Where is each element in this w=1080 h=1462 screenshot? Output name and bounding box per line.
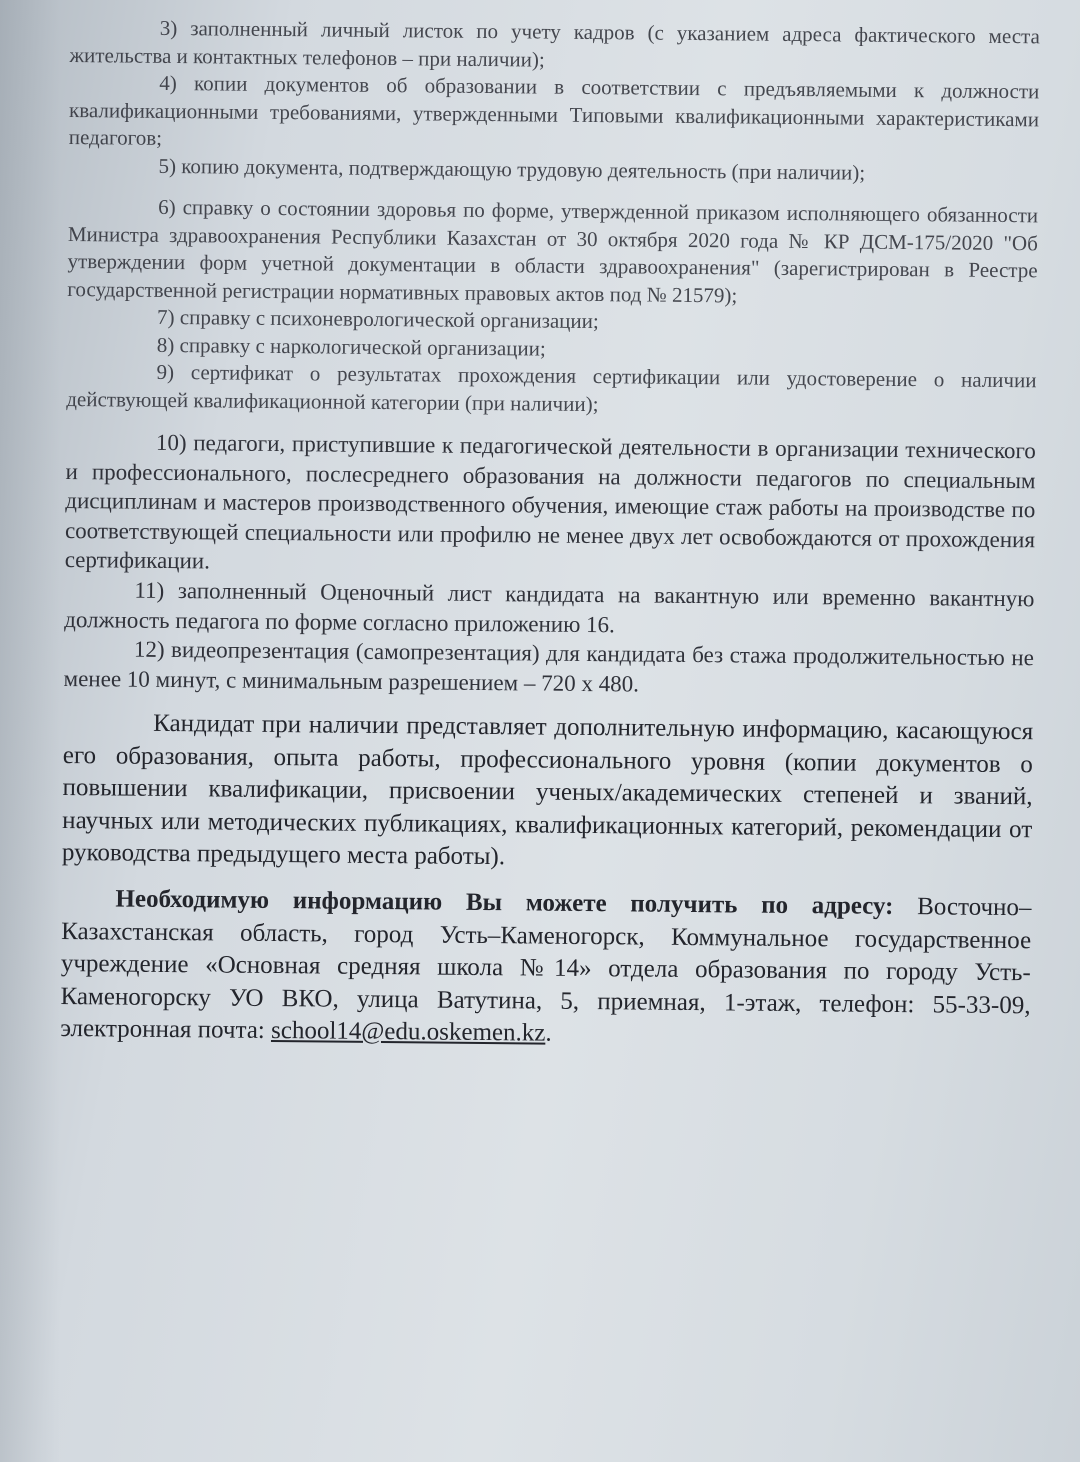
list-item-3: 3) заполненный личный листок по учету кадров (с указанием адреса фактического места жительства и контактных телефонов – при наличии); (69, 15, 1040, 72)
trailing-dot: . (545, 1019, 552, 1047)
document-page (60, 14, 1040, 1055)
candidate-paragraph: Кандидат при наличии представляет дополнительную информацию, касающуюся его образования, опыта работы, профессионального уровня (копии документов о повышении квалификации, присвоении ученых/академических степеней и званий, научных или методических публикациях, квалификационных категорий, рекомендации от руководства предыдущего места работы). (61, 710, 1034, 871)
list-item-10: 10) педагоги, приступившие к педагогической деятельности в организации технического и профессионального, послесреднего образования на должности педагогов по специальным дисциплинам и мастеров производственного обучения, имеющие стаж работы на производстве по соответствующей специальности или профилю не менее двух лет освобождаются от прохождения сертификации. (64, 429, 1036, 574)
list-item-4: 4) копии документов об образовании в соответствии с предъявляемыми к должности квалификационными требованиями, утвержденными Типовыми квалификационными характеристиками педагогов; (68, 70, 1040, 150)
list-item-5: 5) копию документа, подтверждающую трудовую деятельность (при наличии); (158, 153, 866, 185)
list-item-7: 7) справку с психоневрологической организации; (156, 304, 599, 334)
email-link[interactable]: school14@edu.oskemen.kz (270, 1016, 546, 1047)
list-item-12: 12) видеопрезентация (самопрезентация) для кандидата без стажа продолжительностью не менее 10 минут, с минимальным разрешением – 720 x 480. (63, 636, 1034, 697)
contact-block (60, 883, 1032, 1054)
list-item-11: 11) заполненный Оценочный лист кандидата на вакантную или временно вакантную должность педагога по форме согласно приложению 16. (64, 577, 1035, 637)
list-item-6: 6) справку о состоянии здоровья по форме, утвержденной приказом исполняющего обязанности Министра здравоохранения Республики Казахстан от 30 октября 2020 года № КР ДСМ-175/2020 "Об утверждении форм учетной документации в области здравоохранения" (зарегистрирован в Реестре государственной регистрации нормативных правовых актов под № 21579); (67, 194, 1039, 307)
list-item-9: 9) сертификат о результатах прохождения сертификации или удостоверение о наличии действующей квалификационной категории (при наличии); (66, 359, 1037, 416)
list-item-8: 8) справку с наркологической организации; (156, 332, 546, 361)
contact-text: Восточно–Казахстанская область, город Усть–Каменогорск, Коммунальное государственное учреждение «Основная средняя школа №14» отдела образования по городу Усть-Каменогорску УО ВКО, улица Ватутина, 5, приемная, 1-этаж, телефон: 55-33-09, электронная почта: (60, 893, 1032, 1044)
page-edge-shadow (0, 0, 60, 1462)
contact-heading: Необходимую информацию Вы можете получить по адресу: (115, 885, 894, 921)
